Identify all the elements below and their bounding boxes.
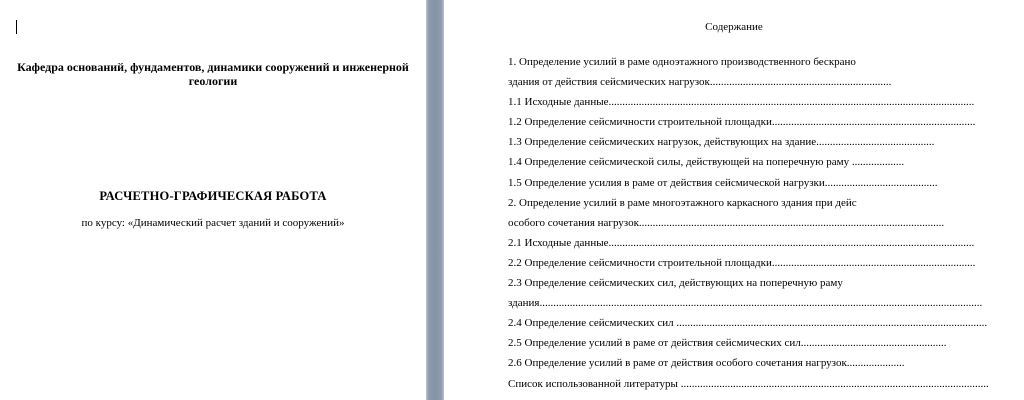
toc-line: здания от действия сейсмических нагрузок.................................................................. [508,76,892,89]
toc-line: 1. Определение усилий в раме одноэтажного производственного бескрано [508,56,856,68]
department-heading: Кафедра оснований, фундаментов, динамики сооружений и инженерной геологии [17,60,409,88]
toc-heading: Содержание [705,21,763,33]
toc-line: 2.6 Определение усилий в раме от действия особого сочетания нагрузок..................... [508,357,905,370]
page-gap [426,0,444,400]
toc-line: 2.5 Определение усилий в раме от действия сейсмических сил..................................................... [508,337,947,350]
toc-line: 2.2 Определение сейсмичности строительной площадки.......................................................................... [508,256,976,269]
toc-line: 1.2 Определение сейсмичности строительной площадки.......................................................................... [508,116,976,129]
toc-line: 2. Определение усилий в раме многоэтажного каркасного здания при дейс [508,196,857,209]
toc-line: здания................................................................................................................................................................. [508,297,983,310]
title-page[interactable] [0,0,426,400]
toc-line: 2.1 Исходные данные..................................................................................................................................... [508,236,975,249]
contents-page[interactable] [444,0,989,400]
toc-line: 2.4 Определение сейсмических сил ................................................................................................................. [508,317,988,330]
toc-list [508,52,989,394]
text-cursor [16,20,17,34]
toc-line: 1.5 Определение усилия в раме от действия сейсмической нагрузки......................................... [508,176,938,189]
toc-line: 1.1 Исходные данные..................................................................................................................................... [508,96,975,109]
toc-line: 2.3 Определение сейсмических сил, действующих на поперечную раму [508,277,843,290]
toc-line: 1.4 Определение сейсмической силы, действующей на поперечную раму ................... [508,156,905,169]
toc-line: особого сочетания нагрузок............................................................................................................... [508,216,945,229]
work-title: РАСЧЕТНО-ГРАФИЧЕСКАЯ РАБОТА [99,189,327,203]
toc-line: Список использованной литературы ................................................................................................................ [508,377,989,390]
course-line: по курсу: «Динамический расчет зданий и сооружений» [81,217,345,229]
toc-line: 1.3 Определение сейсмических нагрузок, действующих на здание........................................... [508,136,935,149]
